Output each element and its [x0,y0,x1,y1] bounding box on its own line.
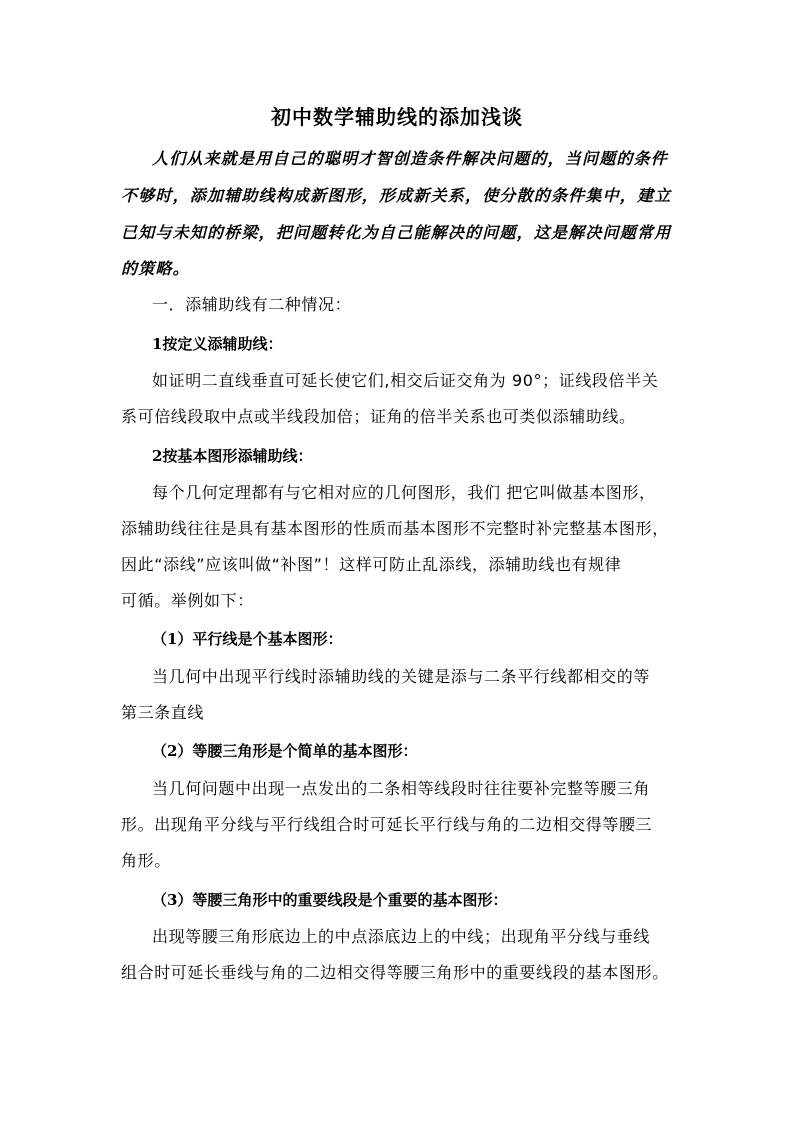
intro-line: 人们从来就是用自己的聪明才智创造条件解决问题的，当问题的条件 [152,149,669,168]
paragraph-line: 当几何问题中出现一点发出的二条相等线段时往往要补完整等腰三角 [152,779,651,798]
subsection-heading: 1按定义添辅助线： [152,335,283,353]
paragraph-line: 每个几何定理都有与它相对应的几何图形，我们 把它叫做基本图形， [152,483,656,502]
paragraph-line: 角形。 [121,851,171,870]
intro-line: 已知与未知的桥梁，把问题转化为自己能解决的问题，这是解决问题常用 [121,223,672,242]
section-heading: 一．添辅助线有二种情况： [152,295,352,314]
paragraph-line: 出现等腰三角形底边上的中点添底边上的中线；出现角平分线与垂线 [152,927,651,946]
subsection-heading: 2按基本图形添辅助线： [152,447,313,465]
paragraph-line: 形。出现角平分线与平行线组合时可延长平行线与角的二边相交得等腰三 [121,815,653,834]
intro-line: 不够时，添加辅助线构成新图形，形成新关系，使分散的条件集中，建立 [121,186,672,205]
paragraph-line: 当几何中出现平行线时添辅助线的关键是添与二条平行线都相交的等 [152,667,651,686]
document-title: 初中数学辅助线的添加浅谈 [271,105,523,129]
item-heading: （3）等腰三角形中的重要线段是个重要的基本图形： [152,891,508,909]
paragraph-line: 组合时可延长垂线与角的二边相交得等腰三角形中的重要线段的基本图形。 [121,963,669,982]
paragraph-line: 添辅助线往往是具有基本图形的性质而基本图形不完整时补完整基本图形， [121,519,669,538]
intro-line: 的策略。 [121,259,190,278]
paragraph-line: 如证明二直线垂直可延长使它们,相交后证交角为 90°；证线段倍半关 [152,371,659,390]
item-heading: （1）平行线是个基本图形： [152,630,343,648]
paragraph-line: 第三条直线 [121,703,205,722]
paragraph-line: 系可倍线段取中点或半线段加倍；证角的倍半关系也可类似添辅助线。 [121,407,636,426]
item-heading: （2）等腰三角形是个简单的基本图形： [152,742,418,760]
paragraph-line: 因此“添线”应该叫做“补图”！这样可防止乱添线，添辅助线也有规律 [121,555,622,574]
paragraph-line: 可循。举例如下： [121,591,254,610]
